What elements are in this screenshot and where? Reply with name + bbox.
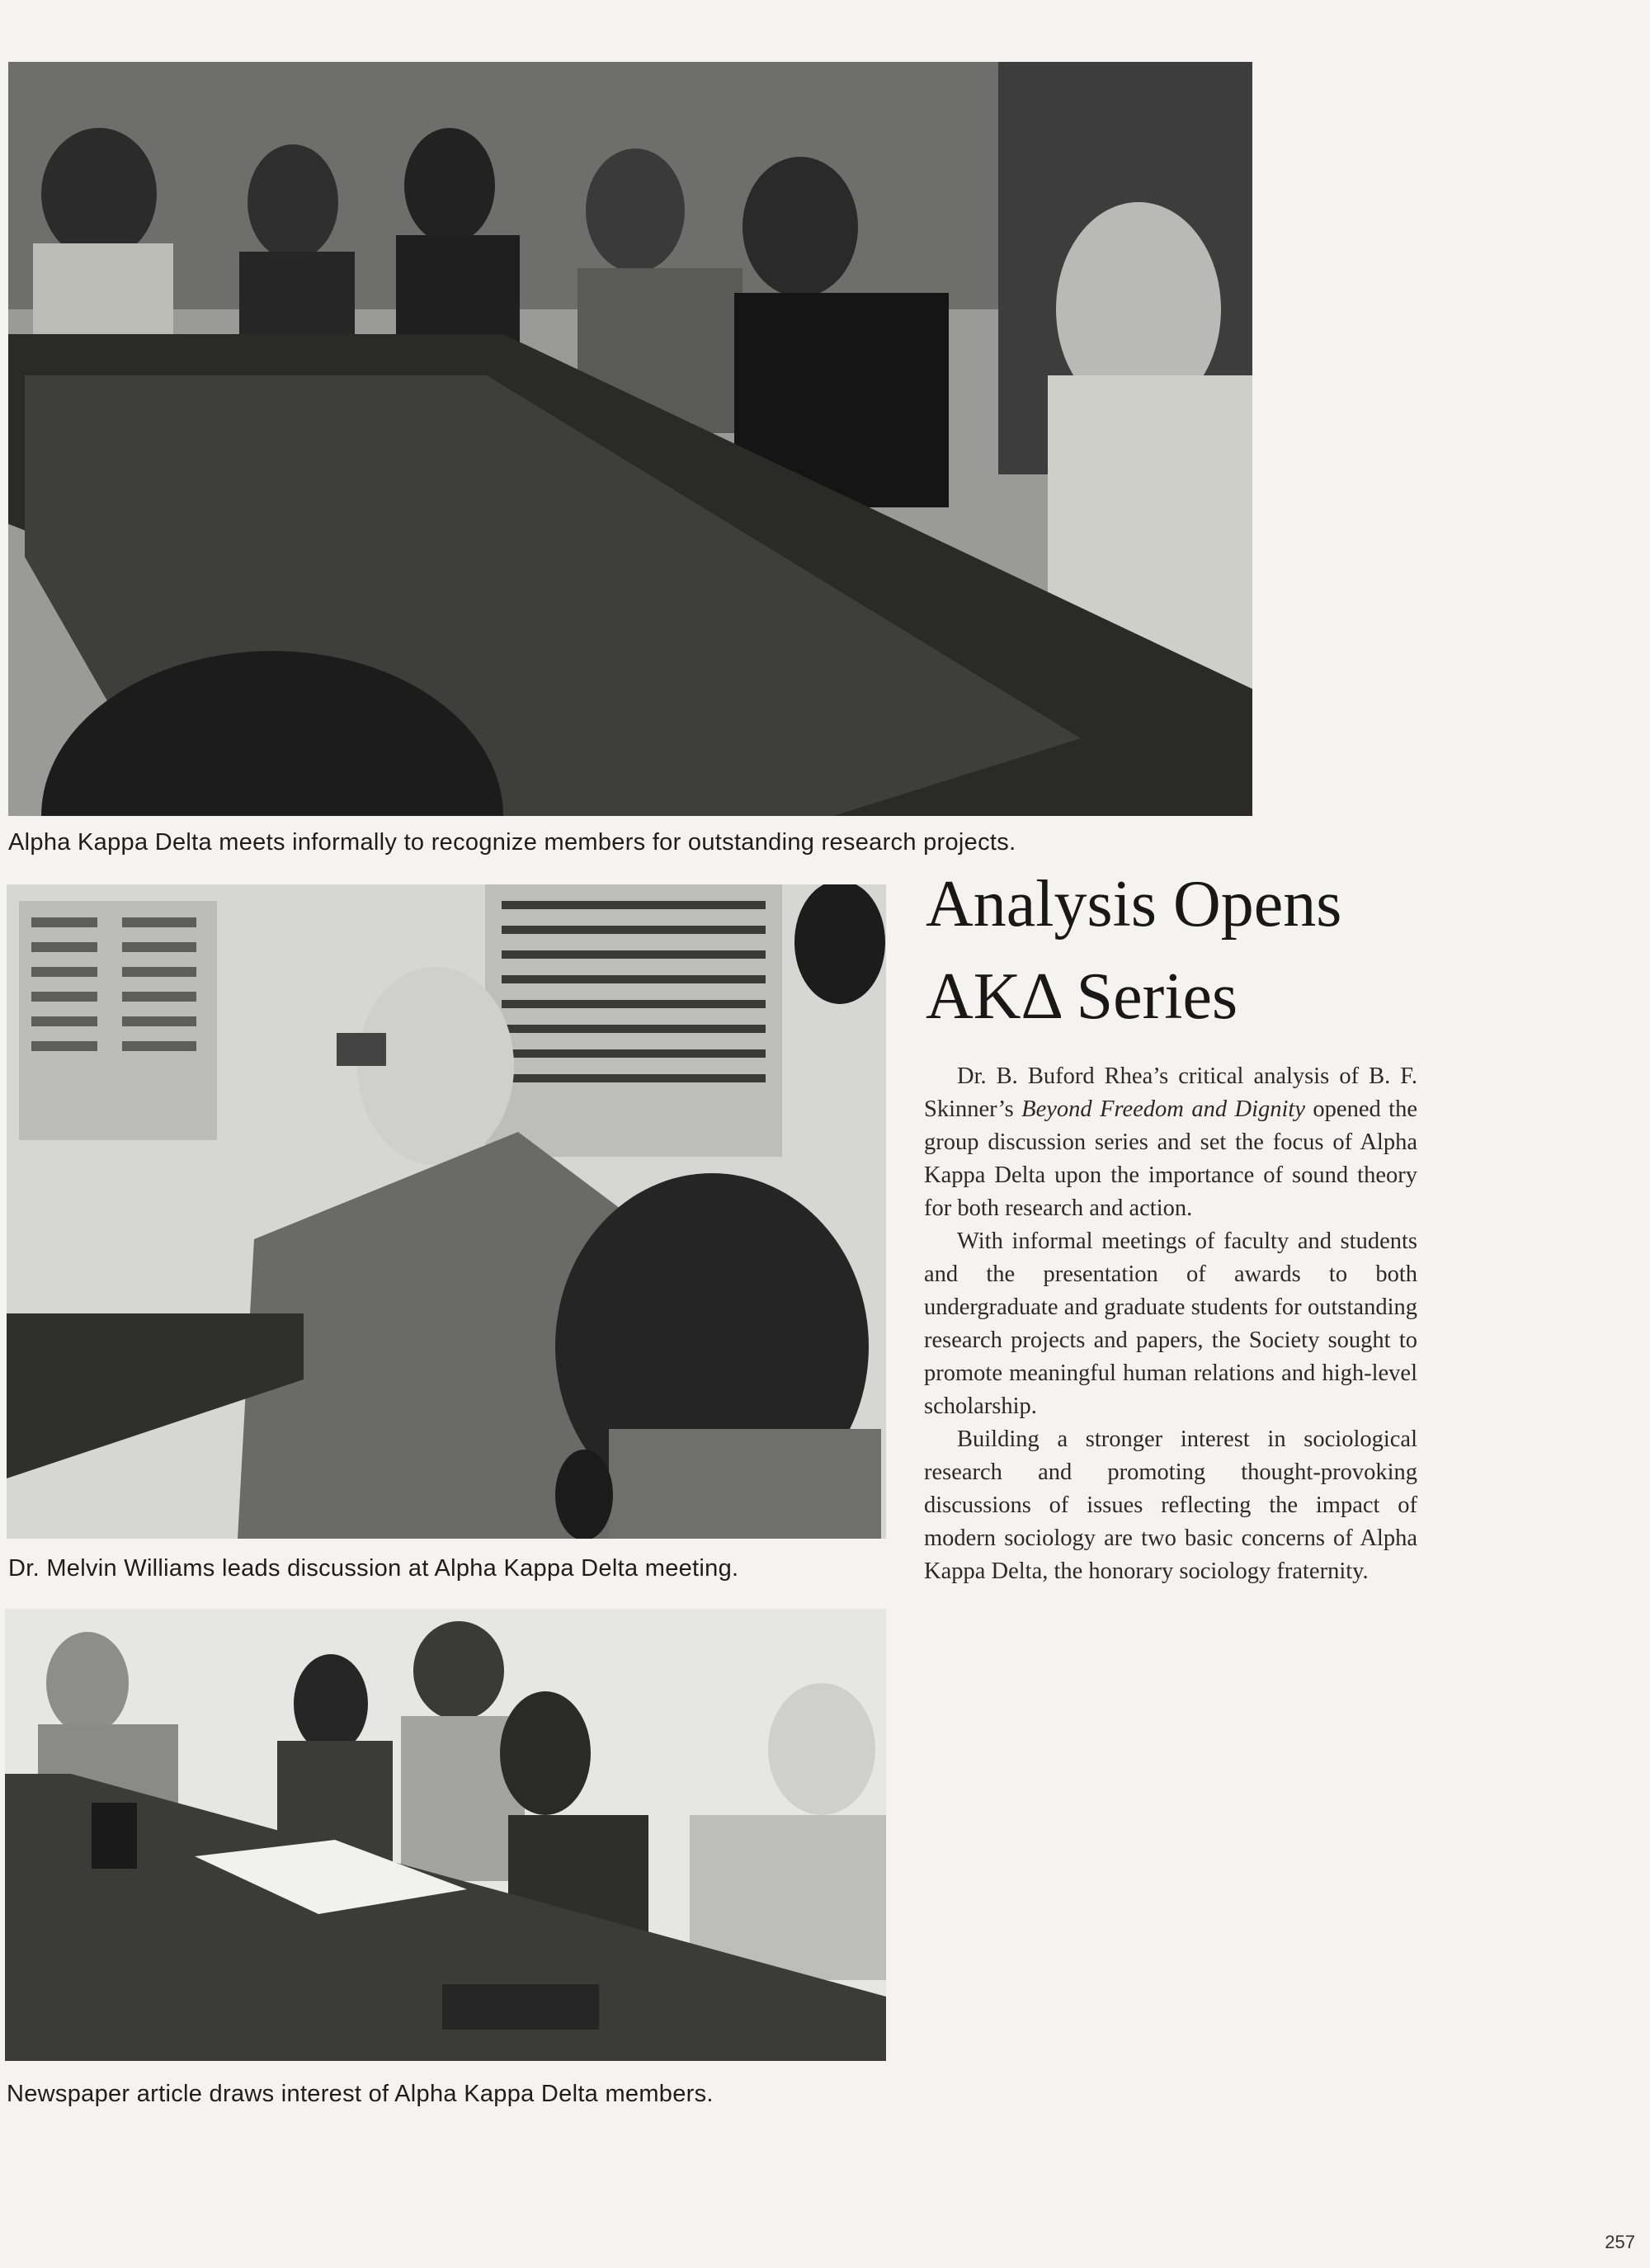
photo-meeting-table xyxy=(8,62,1252,816)
article-paragraph-3: Building a stronger interest in sociological research and promoting thought-provoking discussions of issues reflecting the impact of modern sociology are two basic concerns of Alpha Kappa Delta, the honorary sociology fraternity. xyxy=(924,1426,1417,1584)
headline-line-2: AKΔ Series xyxy=(926,960,1238,1033)
article-paragraph-1 xyxy=(924,1060,1417,1225)
caption-middle: Dr. Melvin Williams leads discussion at Alpha Kappa Delta meeting. xyxy=(8,1555,739,1582)
headline-line-1: Analysis Opens xyxy=(926,868,1342,941)
photo-newspaper xyxy=(5,1609,886,2061)
article-paragraph-1-start: Dr. B. Buford Rhea’s critical analysis of B. F. Skinner’s xyxy=(924,1063,1417,1122)
article-paragraph-2: With informal meetings of faculty and students and the presentation of awards to both undergraduate and graduate students for outstanding research projects and papers, the Society sought to promote meaningful human relations and high-level scholarship. xyxy=(924,1228,1417,1419)
caption-top: Alpha Kappa Delta meets informally to recognize members for outstanding research projects. xyxy=(8,829,1016,856)
book-title: Beyond Freedom and Dignity xyxy=(1021,1096,1305,1122)
article-paragraph-1-end: opened the group discussion series and set the focus of Alpha Kappa Delta upon the importance of sound theory for both research and action. xyxy=(924,1096,1417,1221)
headline xyxy=(926,858,1635,1043)
page-number: 257 xyxy=(1605,2232,1635,2252)
article-body xyxy=(924,1060,1417,1588)
caption-bottom: Newspaper article draws interest of Alpha Kappa Delta members. xyxy=(7,2081,714,2107)
photo-dr-williams xyxy=(7,884,886,1539)
